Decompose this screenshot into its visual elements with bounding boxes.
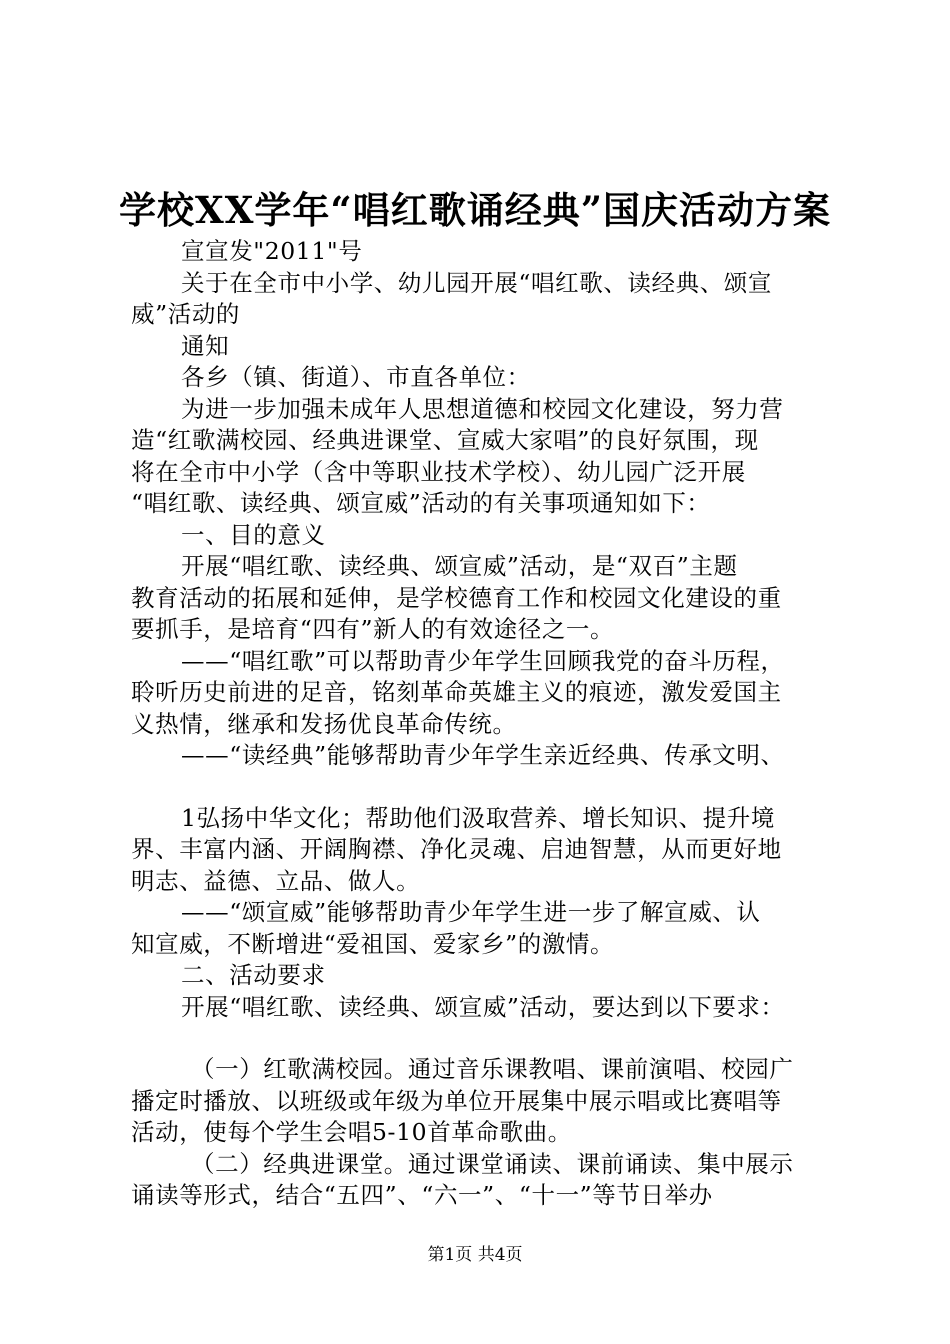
notice-heading-line-1: 关于在全市中小学、幼儿园开展“唱红歌、读经典、颂宣 [181, 268, 773, 297]
paragraph-line: 明志、益德、立品、做人。 [131, 866, 421, 895]
paragraph-line: 造“红歌满校园、经典进课堂、宣威大家唱”的良好氛围，现 [131, 426, 759, 454]
doc-number: 宣宣发"2011"号 [181, 237, 363, 265]
paragraph-line: （一）红歌满校园。通过音乐课教唱、课前演唱、校园广 [191, 1055, 794, 1083]
paragraph-line: 知宣威，不断增进“爱祖国、爱家乡”的激情。 [131, 929, 615, 958]
paragraph-line: 诵读等形式，结合“五四”、“六一”、“十一”等节日举办 [131, 1181, 713, 1209]
paragraph-line: 1弘扬中华文化；帮助他们汲取营养、增长知识、提升境 [181, 803, 775, 832]
paragraph-line: 活动，使每个学生会唱5-10首革命歌曲。 [131, 1118, 572, 1146]
section-heading-purpose: 一、目的意义 [181, 520, 326, 549]
section-heading-requirements: 二、活动要求 [181, 961, 326, 989]
page-footer: 第1页 共4页 [427, 1245, 523, 1265]
paragraph-line: 义热情，继承和发扬优良革命传统。 [131, 709, 517, 738]
paragraph-line: （二）经典进课堂。通过课堂诵读、课前诵读、集中展示 [191, 1149, 794, 1178]
paragraph-line: 教育活动的拓展和延伸，是学校德育工作和校园文化建设的重 [131, 583, 782, 612]
paragraph-line: 播定时播放、以班级或年级为单位开展集中展示唱或比赛唱等 [131, 1086, 782, 1115]
document-title: 学校XX学年“唱红歌诵经典”国庆活动方案 [119, 188, 831, 232]
paragraph-line: 界、丰富内涵、开阔胸襟、净化灵魂、启迪智慧，从而更好地 [131, 835, 782, 863]
paragraph-line: ——“颂宣威”能够帮助青少年学生进一步了解宣威、认 [181, 898, 761, 926]
paragraph-line: 为进一步加强未成年人思想道德和校园文化建设，努力营 [181, 394, 784, 423]
salutation: 各乡（镇、街道）、市直各单位： [181, 363, 531, 391]
paragraph-line: 开展“唱红歌、读经典、颂宣威”活动，要达到以下要求： [181, 992, 785, 1021]
paragraph-line: ——“唱红歌”可以帮助青少年学生回顾我党的奋斗历程， [181, 646, 785, 675]
paragraph-gap [131, 1023, 827, 1054]
paragraph-line: 将在全市中小学（含中等职业技术学校）、幼儿园广泛开展 [131, 457, 746, 486]
notice-heading-line-2: 威”活动的 [131, 300, 241, 328]
paragraph-line: 聆听历史前进的足音，铭刻革命英雄主义的痕迹，激发爱国主 [131, 678, 782, 706]
document-body [131, 236, 827, 1212]
paragraph-line: 开展“唱红歌、读经典、颂宣威”活动，是“双百”主题 [181, 552, 738, 580]
paragraph-line: “唱红歌、读经典、颂宣威”活动的有关事项通知如下： [131, 489, 711, 517]
notice-heading-line-3: 通知 [181, 331, 230, 360]
paragraph-line: 要抓手，是培育“四有”新人的有效途径之一。 [131, 615, 615, 643]
paragraph-line: ——“读经典”能够帮助青少年学生亲近经典、传承文明、 [181, 741, 785, 769]
page-break-gap [131, 772, 827, 803]
